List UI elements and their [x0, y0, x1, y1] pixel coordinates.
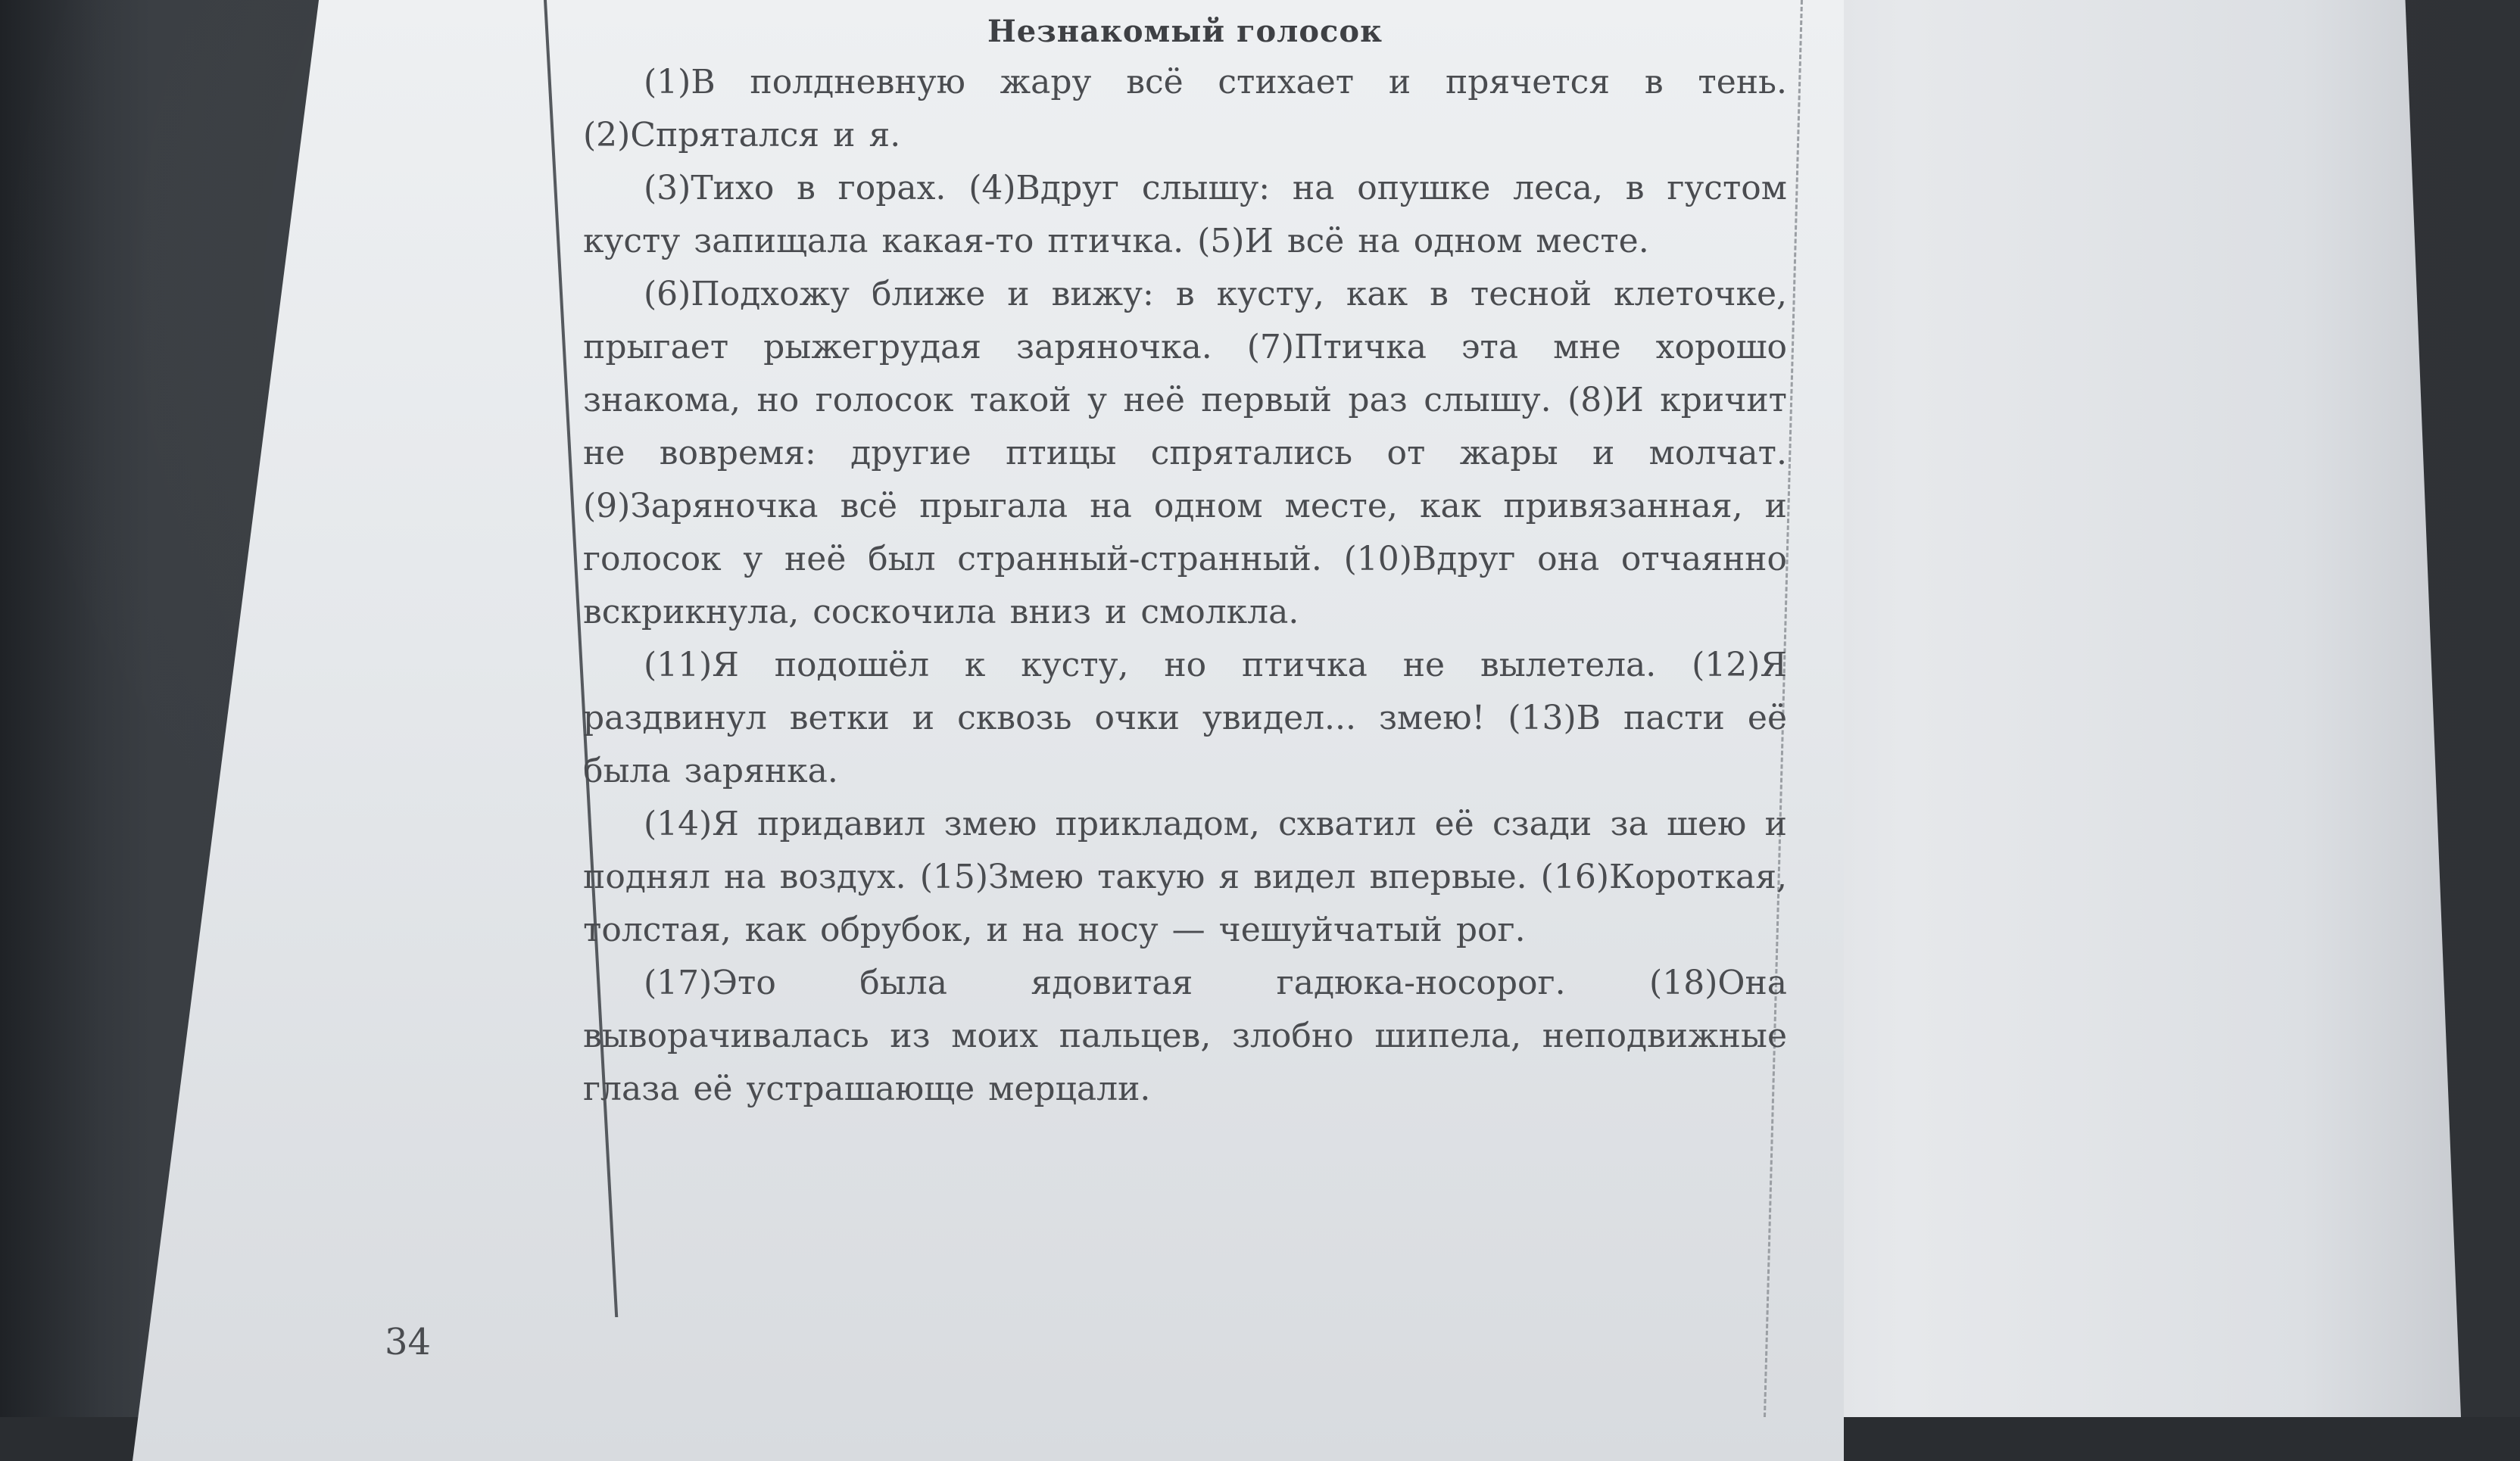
- paragraph-5: (14)Я придавил змею прикладом, схватил её сзади за шею и поднял на воздух. (15)Змею такую я видел впервые. (16)Короткая, толстая, как обрубок, и на носу — чешуйчатый рог.: [583, 805, 1787, 949]
- paragraph-3: (6)Подхожу ближе и вижу: в кусту, как в тесной клеточке, прыгает рыжегрудая заряночка. (7)Птичка эта мне хорошо знакома, но голосок такой у неё первый раз слышу. (8)И кричит не вовремя: другие птицы спрятались от жары и молчат. (9)Заряночка всё прыгала на одном месте, как привязанная, и голосок у неё был странный-странный. (10)Вдруг она отчаянно вскрикнула, соскочила вниз и смолкла.: [583, 275, 1787, 631]
- text-block: [583, 8, 1787, 1116]
- paragraph-2: (3)Тихо в горах. (4)Вдруг слышу: на опушке леса, в густом кусту запищала какая-то птичка. (5)И всё на одном месте.: [583, 169, 1787, 260]
- paragraph-1: (1)В полдневную жару всё стихает и прячется в тень. (2)Спрятался и я.: [583, 63, 1787, 154]
- page-number: 34: [385, 1321, 432, 1363]
- paragraph-4: (11)Я подошёл к кусту, но птичка не вылетела. (12)Я раздвинул ветки и сквозь очки увидел... змею! (13)В пасти её была зарянка.: [583, 646, 1787, 790]
- page-title: Незнакомый голосок: [987, 14, 1383, 49]
- paragraph-6: (17)Это была ядовитая гадюка-носорог. (18)Она выворачивалась из моих пальцев, злобно шипела, неподвижные глаза её устрашающе мерцали.: [583, 964, 1787, 1108]
